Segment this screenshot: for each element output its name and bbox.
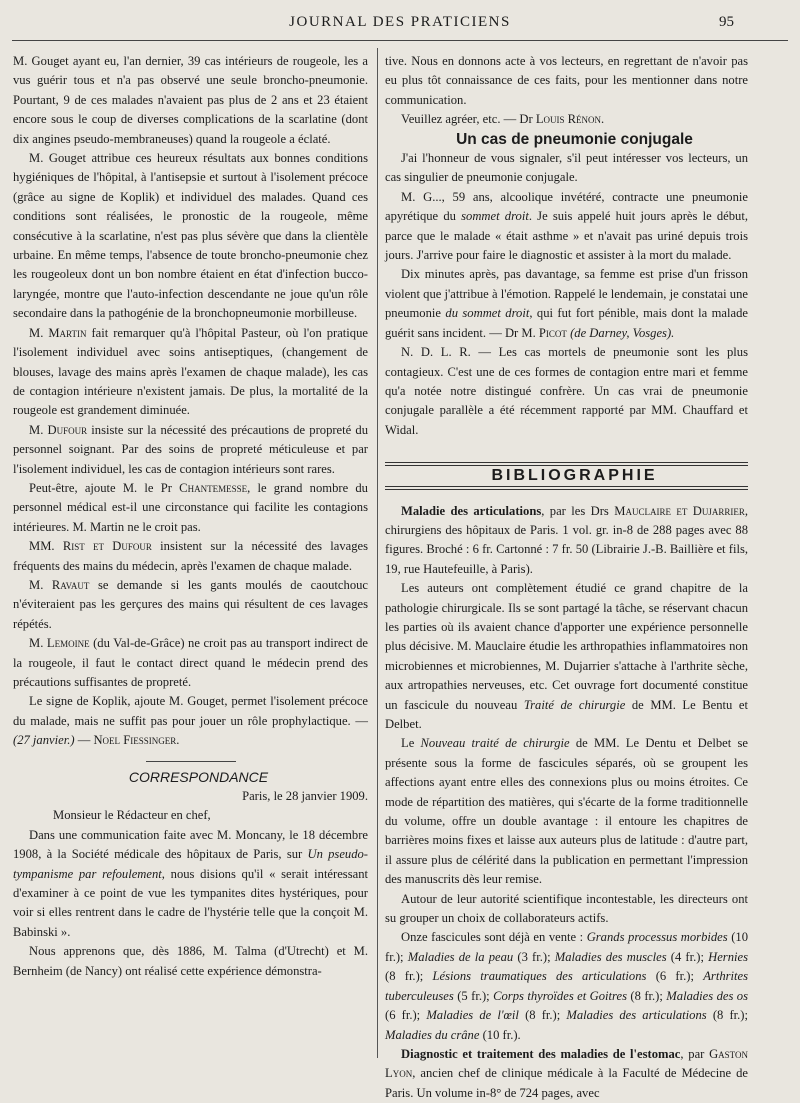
paragraph: Nous apprenons que, dès 1886, M. Talma (d'Utrecht) et M. Bernheim (de Nancy) ont réalisé cette expérience démonstra-: [13, 944, 368, 978]
paragraph: [385, 734, 748, 889]
fascicule-title: Arthrites tuberculeuses: [385, 969, 749, 1003]
person-name: M. Lemoine: [29, 636, 90, 651]
paragraph-text: (du Val-de-Grâce) ne croit pas au transport indirect de la rougeole, il faut le contact direct quand le médecin prend des précautions suffisantes de propreté.: [13, 636, 369, 689]
emphasis: du sommet droit: [445, 306, 530, 321]
section-heading-correspondance: CORRESPONDANCE: [128, 768, 269, 785]
fascicule-title: Maladies des articulations: [566, 1008, 707, 1023]
right-column: [385, 52, 748, 1103]
signature-name: Louis Rénon.: [535, 112, 605, 127]
paragraph-text: Les auteurs ont complètement étudié ce grand chapitre de la pathologie chirurgicale. Ils se sont partagé la tâche, se réservant chacun les parties où ils avaient chance d'apporter une expérience personnelle plus décisive. M. Mauclaire étudie les arthropathies inflammatoires non microbiennes et microbiennes, M. Dujarrier s'attache à l'arthrite sèche, aux artropathies nerveuses, etc. Cet ouvrage fort documenté constitue un fascicule du nouveau: [385, 581, 748, 712]
paragraph-text: de MM. Le Dentu et Delbet se présente sous la forme de fascicules séparés, où se groupent les affections ayant entre elles des connexions plus ou moins étroites. Ce mode de répartition des matières, qui s'écarte de la forme traditionnelle du volume, offre un double avantage : il entoure les chapitres de barrières moins fixes et laisse aux auteurs plus de latitude : d'autre part, il assure plus de célérité dans la publication en permettant l'impression des manuscrits dès leur remise.: [385, 736, 748, 887]
signature-name: Picot: [538, 325, 567, 340]
page-number: 95: [719, 14, 734, 30]
fascicule-price: (8 fr.);: [706, 1008, 748, 1023]
paragraph-text: , le grand nombre du personnel médical est-il une circonstance qui facilite les contagions intérieures. M. Martin ne le croit pas.: [13, 480, 368, 534]
section-heading-bibliographie: BIBLIOGRAPHIE: [491, 467, 658, 485]
paragraph-text: se demande si les gants moulés de caoutchouc n'éviteraient pas les gerçures des mains qui résultent de ces lavages répétés.: [13, 577, 368, 631]
fascicule-price: (6 fr.);: [385, 1008, 427, 1023]
paragraph-text: , par: [680, 1046, 710, 1061]
paragraph-text: , chirurgiens des hôpitaux de Paris. 1 vol. gr. in-8 de 288 pages avec 88 figures. Broché : 6 fr. Cartonné : 7 fr. 50 (Librairie J.-B. Baillière et fils, 19, rue Hautefeuille, à Paris).: [385, 503, 748, 576]
paragraph-text: Onze fascicules sont déjà en vente :: [401, 930, 587, 945]
paragraph-text: insiste sur la nécessité des précautions de propreté du personnel soignant. Par des soins de propreté méticuleuse et par l'isolement individuel, les cas de contagion intérieurs sont rares.: [13, 422, 368, 476]
paragraph: Autour de leur autorité scientifique incontestable, les directeurs ont su grouper un choix de collaborateurs actifs.: [385, 891, 748, 926]
paragraph: [385, 1045, 748, 1103]
paragraph-text: M. G..., 59 ans, alcoolique invétéré, contracte une pneumonie apyrétique du: [385, 189, 748, 224]
paragraph: [13, 576, 368, 634]
running-header: [0, 14, 800, 40]
fascicule-price: (8 fr.);: [626, 988, 667, 1003]
paragraph-text: . Je suis appelé huit jours après le début, parce que le malade « était asthme » et n'avait pas uriné depuis trois jours. J'arrive pour faire le diagnostic et assister à la mort du malade.: [385, 209, 748, 263]
paragraph: [13, 826, 368, 942]
paragraph: [385, 110, 748, 129]
letter-date: Paris, le 28 janvier 1909.: [242, 789, 368, 804]
author-names: Gaston Lyon: [385, 1046, 748, 1081]
header-rule: [12, 40, 788, 41]
person-name: M. Ravaut: [29, 577, 90, 592]
paragraph-text: , par les Drs: [541, 503, 615, 518]
paragraph: [13, 634, 368, 692]
paragraph-text: Peut-être, ajoute M. le Pr: [29, 480, 180, 495]
paragraph: M. Gouget ayant eu, l'an dernier, 39 cas intérieurs de rougeole, les a vus guérir tous et n'a pas observé une seule broncho-pneumonie. Pourtant, 9 de ces malades n'avaient pas plus de 2 ans et 23 étaient encore sous le coup de diverses complications de la scarlatine (dont dix angines pseudo-membraneuses) quand la rougeole a éclaté.: [13, 54, 368, 146]
article-author: Noel Fiessinger.: [93, 733, 180, 748]
paragraph-text: MM.: [29, 539, 63, 554]
paragraph: [385, 928, 748, 1044]
paragraph: [385, 265, 748, 343]
article-date: (27 janvier.): [13, 733, 75, 748]
person-name: M. Dufour: [29, 422, 88, 437]
paragraph: J'ai l'honneur de vous signaler, s'il peut intéresser vos lecteurs, un cas singulier de pneumonie conjugale.: [385, 151, 748, 185]
cited-title: Un pseudo-tympanisme par refoulement: [13, 847, 368, 881]
fascicule-title: Hernies: [708, 949, 748, 964]
paragraph: [385, 188, 748, 266]
paragraph: [13, 421, 368, 479]
paragraph-text: fait remarquer qu'à l'hôpital Pasteur, où l'on pratique l'isolement individuel avec soins antiseptiques, (changement de blouses, lavage des mains après l'examen de chaque malade), les cas de contagion intérieure n'existent jamais. De plus, la mortalité de la rougeole est grandement diminuée.: [13, 325, 368, 418]
paragraph-text: , qui fut fort pénible, mais dont la malade guérit sans incident. — Dr M.: [385, 306, 748, 340]
cited-title: Traité de chirurgie: [523, 697, 626, 712]
paragraph-text: de MM. Le Bentu et Delbet.: [385, 697, 748, 731]
author-names: Mauclaire et Dujarrier: [614, 503, 745, 518]
paragraph-text: , ancien chef de clinique médicale à la Faculté de Médecine de Paris. Un volume in-8° de 724 pages, avec: [385, 1066, 748, 1100]
left-column: [13, 52, 368, 981]
book-title: Maladie des articulations: [401, 503, 542, 518]
paragraph: N. D. L. R. — Les cas mortels de pneumonie sont les plus contagieux. C'est une de ces formes de contagion entre mari et femme qu'a notée notre distingué confrère. Un cas vrai de pneumonie conjugale parallèle a été récemment rapporté par MM. Chauffard et Widal.: [385, 345, 748, 437]
bibliography-header: [385, 462, 748, 489]
paragraph: [385, 502, 748, 580]
fascicule-title: Maladies des muscles: [554, 949, 667, 964]
fascicule-title: Grands processus morbides: [586, 930, 728, 945]
paragraph-text: Veuillez agréer, etc. — Dr: [401, 112, 536, 127]
emphasis: sommet droit: [461, 209, 529, 224]
fascicule-price: (5 fr.);: [453, 988, 494, 1003]
section-rule: [385, 486, 748, 490]
separator: —: [74, 733, 94, 748]
paragraph-text: Dix minutes après, pas davantage, sa femme est prise d'un frisson violent que j'attribue à l'émotion. Rappelé le lendemain, je constatai une pneumonie: [385, 267, 748, 321]
fascicule-price: (8 fr.);: [518, 1008, 567, 1023]
person-name: Chantemesse: [179, 480, 248, 495]
book-title: Diagnostic et traitement des maladies de l'estomac: [401, 1046, 681, 1061]
fascicule-title: Corps thyroïdes et Goitres: [493, 988, 627, 1003]
paragraph-text: Dans une communication faite avec M. Moncany, le 18 décembre 1908, à la Société médicale des hôpitaux de Paris, sur: [13, 827, 368, 862]
fascicule-title: Maladies des os: [666, 988, 749, 1003]
fascicule-title: Maladies de la peau: [407, 949, 514, 964]
fascicule-title: Maladies du crâne: [385, 1027, 480, 1042]
fascicule-price: (10 fr.).: [479, 1027, 521, 1042]
fascicule-price: (3 fr.);: [513, 949, 555, 964]
paragraph: tive. Nous en donnons acte à vos lecteurs, en regrettant de n'avoir pas eu plus tôt connaissance de ces faits, pour les mentionner dans notre communication.: [385, 54, 748, 107]
letter-salutation: Monsieur le Rédacteur en chef,: [53, 808, 211, 823]
column-divider: [377, 48, 378, 1058]
paragraph: [13, 692, 368, 750]
section-heading-pneumonie: Un cas de pneumonie conjugale: [456, 130, 693, 148]
fascicule-price: (10 fr.);: [385, 930, 748, 964]
paragraph: M. Gouget attribue ces heureux résultats aux bonnes conditions hygiéniques de l'hôpital, à l'antisepsie et surtout à l'isolement précoce (grâce au signe de Koplik) et individuel des malades. Quand ces conditions sont réalisées, le pronostic de la rougeole, même consécutive à la scarlatine, n'est pas plus sévère que dans la clientèle urbaine. En même temps, l'absence de toute broncho-pneumonie chez les rougeoleux dont un bon nombre étaient en état d'infection bucco-laryngée, montre que l'auto-infection descendante ne joue qu'un rôle secondaire dans la pathogénie de la bronchopneumonie morbilleuse.: [13, 151, 368, 321]
signature-place: (de Darney, Vosges).: [570, 325, 675, 340]
paragraph-text: insistent sur la nécessité des lavages fréquents des mains du médecin, après l'examen de chaque malade.: [13, 539, 369, 573]
journal-title: JOURNAL DES PRATICIENS: [289, 14, 511, 30]
cited-title: Nouveau traité de chirurgie: [420, 736, 570, 751]
paragraph: [13, 537, 368, 576]
paragraph-text: , nous disions qu'il « serait intéressant d'examiner à ce point de vue les tympanites dites hystériques, pour voir si elles rentrent dans le cadre de l'hystérie telle que la conçoit M. Babinski ».: [13, 866, 368, 939]
paragraph: [13, 479, 368, 537]
fascicule-price: (4 fr.);: [666, 949, 709, 964]
fascicule-price: (8 fr.);: [385, 969, 433, 984]
paragraph: [385, 579, 748, 734]
fascicule-title: Maladies de l'œil: [426, 1008, 519, 1023]
fascicule-price: (6 fr.);: [646, 969, 704, 984]
paragraph-text: Le: [401, 736, 421, 751]
paragraph-text: Le signe de Koplik, ajoute M. Gouget, permet l'isolement précoce du malade, mais ne suffit pas pour jouer un rôle prophylactique. —: [13, 694, 368, 728]
person-name: Rist et Dufour: [62, 539, 152, 554]
person-name: M. Martin: [29, 325, 87, 340]
fascicule-title: Lésions traumatiques des articulations: [432, 969, 647, 984]
paragraph: [13, 324, 368, 421]
